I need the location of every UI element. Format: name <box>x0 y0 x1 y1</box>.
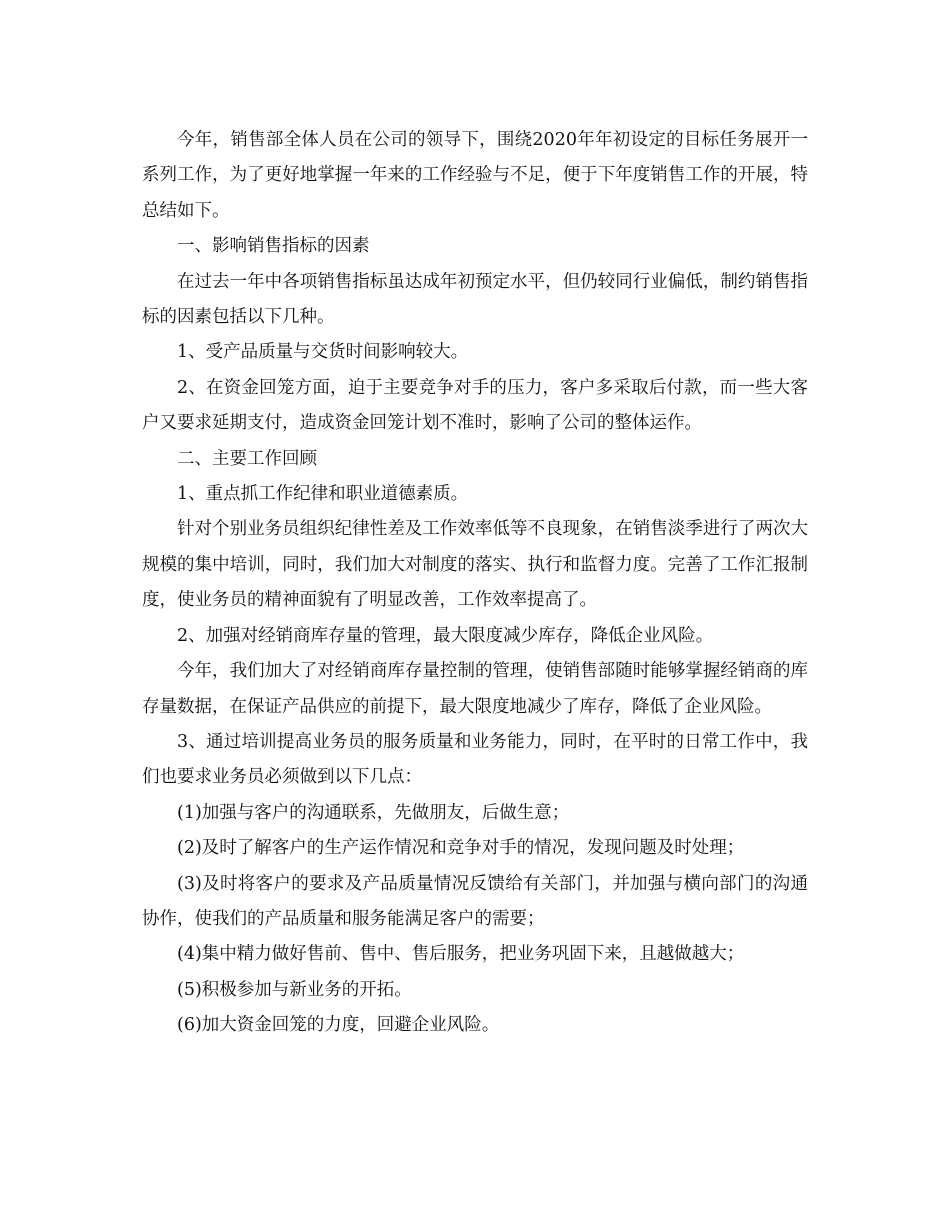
factor-item-2: 2、在资金回笼方面，迫于主要竞争对手的压力，客户多采取后付款，而一些大客户又要求延期支付，造成资金回笼计划不准时，影响了公司的整体运作。 <box>142 377 808 434</box>
list-item-4: (4)集中精力做好售前、售中、售后服务，把业务巩固下来，且越做越大； <box>177 944 745 965</box>
list-item-3: (3)及时将客户的要求及产品质量情况反馈给有关部门，并加强与横向部门的沟通协作，使我们的产品质量和服务能满足客户的需要； <box>142 873 808 929</box>
review-item-3-heading: 3、通过培训提高业务员的服务质量和业务能力，同时，在平时的日常工作中，我们也要求业务员必须做到以下几点： <box>142 731 808 788</box>
list-item-2: (2)及时了解客户的生产运作情况和竞争对手的情况，发现问题及时处理； <box>177 838 745 859</box>
review-item-1-heading: 1、重点抓工作纪律和职业道德素质。 <box>177 484 469 505</box>
list-item-5: (5)积极参加与新业务的开拓。 <box>177 979 412 1000</box>
factors-paragraph: 在过去一年中各项销售指标虽达成年初预定水平，但仍较同行业偏低，制约销售指标的因素包括以下几种。 <box>142 271 808 328</box>
document-body <box>142 123 808 1044</box>
list-item-6: (6)加大资金回笼的力度，回避企业风险。 <box>177 1015 500 1036</box>
intro-paragraph: 今年，销售部全体人员在公司的领导下，围绕2020年年初设定的目标任务展开一系列工作，为了更好地掌握一年来的工作经验与不足，便于下年度销售工作的开展，特总结如下。 <box>142 130 808 221</box>
review-item-2-heading: 2、加强对经销商库存量的管理，最大限度减少库存，降低企业风险。 <box>177 625 714 646</box>
section-heading-factors: 一、影响销售指标的因素 <box>177 236 370 257</box>
section-heading-review: 二、主要工作回顾 <box>177 448 317 469</box>
list-item-1: (1)加强与客户的沟通联系，先做朋友，后做生意； <box>177 802 570 823</box>
factor-item-1: 1、受产品质量与交货时间影响较大。 <box>177 342 469 363</box>
review-item-2-body: 今年，我们加大了对经销商库存量控制的管理，使销售部随时能够掌握经销商的库存量数据，在保证产品供应的前提下，最大限度地减少了库存，降低了企业风险。 <box>142 661 808 717</box>
review-item-1-body: 针对个别业务员组织纪律性差及工作效率低等不良现象，在销售淡季进行了两次大规模的集中培训，同时，我们加大对制度的落实、执行和监督力度。完善了工作汇报制度，使业务员的精神面貌有了明显改善，工作效率提高了。 <box>142 519 808 611</box>
